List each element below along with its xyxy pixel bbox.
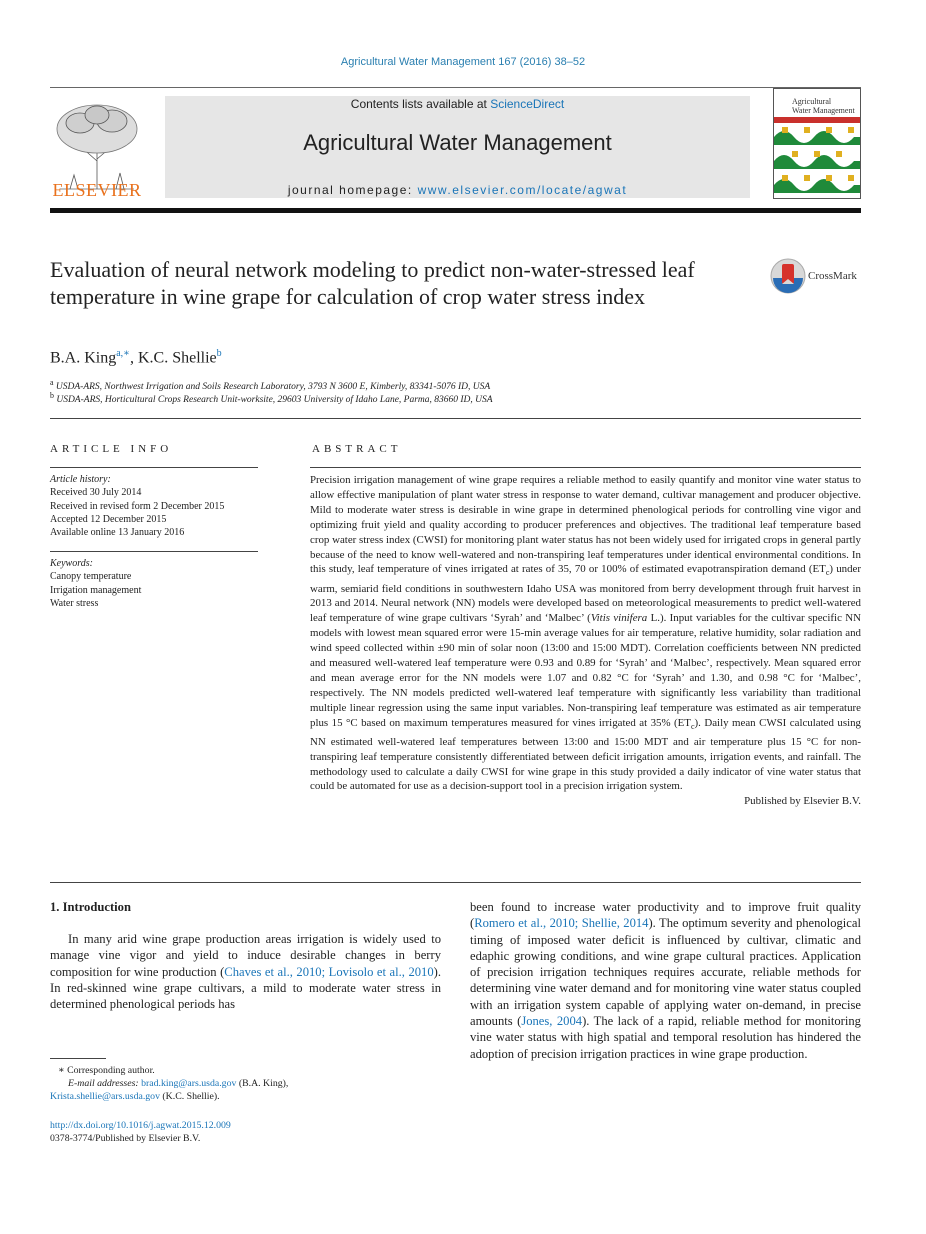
journal-citation[interactable]: Agricultural Water Management 167 (2016) 38–52 (340, 56, 586, 68)
email-link[interactable]: brad.king@ars.usda.gov (141, 1078, 237, 1089)
homepage-prefix: journal homepage: (287, 183, 418, 197)
crossmark-badge[interactable] (770, 258, 862, 296)
abstract-paragraph: Precision irrigation management of wine grape requires a reliable method to easily quantify and monitor vine water status to allow effective manipulation of plant water stress in response to water demand, cultivar management and producer objective. Mild to moderate water stress is desirable in wine grape in determined phenological periods for controlling vine vigor and optimizing fruit yield and quality according to producer preferences and objectives. The traditional leaf temperature based crop water stress index (CWSI) for monitoring plant water status has not been widely used for irrigated crops in general partly because of the need to know well-watered and non-transpiring leaf temperatures under identical environmental conditions. In this study, leaf temperature of vines irrigated at rates of 35, 70 or 100% of estimated evapotranspiration demand $(ET_c)$ under warm, semiarid field conditions in southwestern Idaho USA was monitored from berry development through fruit harvest in 2013 and 2014. Neural network (NN) models were developed based on meteorological measurements to predict well-watered leaf temperature of wine grape cultivars ‘Syrah’ and ‘Malbec’ (Vitis vinifera L.). Input variables for the cultivar specific NN models with lowest mean squared error were 15-min average values for air temperature, relative humidity, solar radiation and wind speed collected within ±90 min of solar noon (13:00 and 15:00 MDT). Correlation coefficients between NN predicted and measured well-watered leaf temperature were 0.93 and 0.89 for ‘Syrah’ and ‘Malbec’, respectively. Mean squared error and mean average error for the NN models were 1.07 and 0.82 °C for ‘Syrah’ and 1.30, and 0.98 °C for ‘Malbec’, respectively. The NN models predicted well-watered leaf temperature with significantly less variability than traditional multiple linear regression using the same input variables. Non-transpiring leaf temperature was estimated as air temperature plus 15 °C based on maximum temperatures measured for vines irrigated at 35% $(ET_c)$. Daily mean CWSI calculated using NN estimated well-watered leaf temperatures between 13:00 and 15:00 MDT and air temperature plus 15 °C for non-transpiring leaf temperature consistently differentiated between deficit irrigation amounts, irrigation events, and rainfall. The methodology used to calculate a daily CWSI for wine grape in this study provided a daily indicator of vine water status that could be automated for use as a decision-support tool in a precision irrigation system. (310, 474, 861, 793)
history-item: Accepted 12 December 2015 (50, 513, 167, 525)
keywords-rule (50, 551, 258, 552)
introduction-heading: 1. Introduction (50, 900, 131, 914)
doi-link[interactable]: http://dx.doi.org/10.1016/j.agwat.2015.12.009 (50, 1120, 231, 1131)
citation-link[interactable]: Chaves et al., 2010; Lovisolo et al., 2010 (224, 964, 434, 979)
email-label: E-mail addresses: (68, 1078, 139, 1089)
elsevier-wordmark: ELSEVIER (52, 180, 142, 200)
affiliation-text: USDA-ARS, Horticultural Crops Research Unit-worksite, 29603 University of Idaho Lane, Parma, 83660 ID, USA (56, 395, 493, 406)
section-rule (50, 882, 861, 883)
header-thick-rule (50, 208, 861, 213)
email-owner: (K.C. Shellie). (159, 1091, 220, 1102)
footnote-rule (50, 1058, 106, 1059)
abstract-heading: ABSTRACT (312, 443, 402, 455)
affiliation-mark: a (50, 378, 54, 387)
abstract-text (310, 473, 861, 809)
homepage-link[interactable]: www.elsevier.com/locate/agwat (417, 183, 628, 197)
author-name: K.C. Shellie (137, 349, 217, 367)
affiliation-text: USDA-ARS, Northwest Irrigation and Soils Research Laboratory, 3793 N 3600 E, Kimberly, 83341-5076 ID, USA (55, 382, 491, 393)
abstract-rule (310, 467, 861, 468)
issn-line: 0378-3774/Published by Elsevier B.V. (50, 1133, 201, 1144)
introduction-left-column: In many arid wine grape production areas irrigation is widely used to manage vine vigor and yield to induce desirable changes in berry composition for wine production (Chaves et al., 2010; Lovisolo et al., 2010). In red-skinned wine grape cultivars, a mild to moderate water stress in determined phenological periods has (50, 932, 441, 1012)
history-item: Received in revised form 2 December 2015 (50, 500, 225, 512)
email-link[interactable]: Krista.shellie@ars.usda.gov (50, 1091, 160, 1102)
sciencedirect-link[interactable]: ScienceDirect (490, 97, 565, 111)
journal-homepage (165, 183, 750, 197)
keyword-item: Irrigation management (50, 584, 142, 596)
corresponding-mark: ∗ (58, 1065, 65, 1076)
affiliation (50, 391, 861, 405)
article-title: Evaluation of neural network modeling to predict non-water-stressed leaf temperature in wine grape for calculation of crop water stress index (50, 257, 695, 309)
email-line (50, 1077, 458, 1090)
contents-prefix: Contents lists available at (350, 97, 491, 111)
cover-artwork (774, 117, 860, 198)
cover-title (792, 97, 855, 115)
article-info-rule (50, 467, 258, 468)
introduction-right-column: been found to increase water productivity and to improve fruit quality (Romero et al., 2010; Shellie, 2014). The optimum severity and phenological timing of imposed water deficit is influenced by cultivar, climatic and edaphic growing conditions, and wine grape cultural practices. Application of precision irrigation techniques requires accurate, reliable methods for determining vine water demand and for monitoring vine water status coupled with an irrigation system capable of applying water on-demand, in precise amounts (Jones, 2004). The lack of a rapid, reliable method for monitoring vine water status with high spatial and temporal resolution has hindered the adoption of precision irrigation practices in wine grape production. (470, 900, 861, 1061)
citation-link[interactable]: Romero et al., 2010; Shellie, 2014 (474, 916, 649, 931)
article-info-heading: ARTICLE INFO (50, 443, 173, 455)
keywords-block (50, 557, 265, 610)
history-item: Available online 13 January 2016 (50, 527, 185, 539)
article-history (50, 473, 265, 539)
crossmark-label: CrossMark (808, 270, 857, 282)
keyword-item: Canopy temperature (50, 571, 132, 583)
author-separator: , (129, 349, 138, 367)
corresponding-text: Corresponding author. (67, 1065, 155, 1076)
author-list (50, 348, 222, 367)
keywords-label: Keywords: (50, 558, 93, 569)
author-affiliation-mark[interactable]: a,∗ (116, 348, 130, 359)
history-label: Article history: (50, 474, 111, 485)
journal-cover-thumbnail[interactable] (773, 88, 861, 199)
email-line (50, 1090, 450, 1103)
section-rule (50, 418, 861, 419)
cover-title-line1: Agricultural (792, 97, 832, 106)
journal-name: Agricultural Water Management (303, 130, 612, 155)
history-item: Received 30 July 2014 (50, 487, 142, 499)
keyword-item: Water stress (50, 597, 99, 609)
publisher-note: Published by Elsevier B.V. (744, 795, 861, 808)
affiliation-mark: b (50, 391, 54, 400)
email-owner: (B.A. King), (236, 1078, 289, 1089)
citation-link[interactable]: Jones, 2004 (521, 1014, 583, 1029)
author-name: B.A. King (50, 349, 117, 367)
contents-line (165, 97, 750, 111)
header-rule (50, 87, 861, 88)
cover-title-line2: Water Management (792, 106, 855, 115)
author-affiliation-mark[interactable]: b (216, 348, 222, 359)
corresponding-author-note (50, 1064, 450, 1077)
crossmark-icon (770, 258, 806, 294)
